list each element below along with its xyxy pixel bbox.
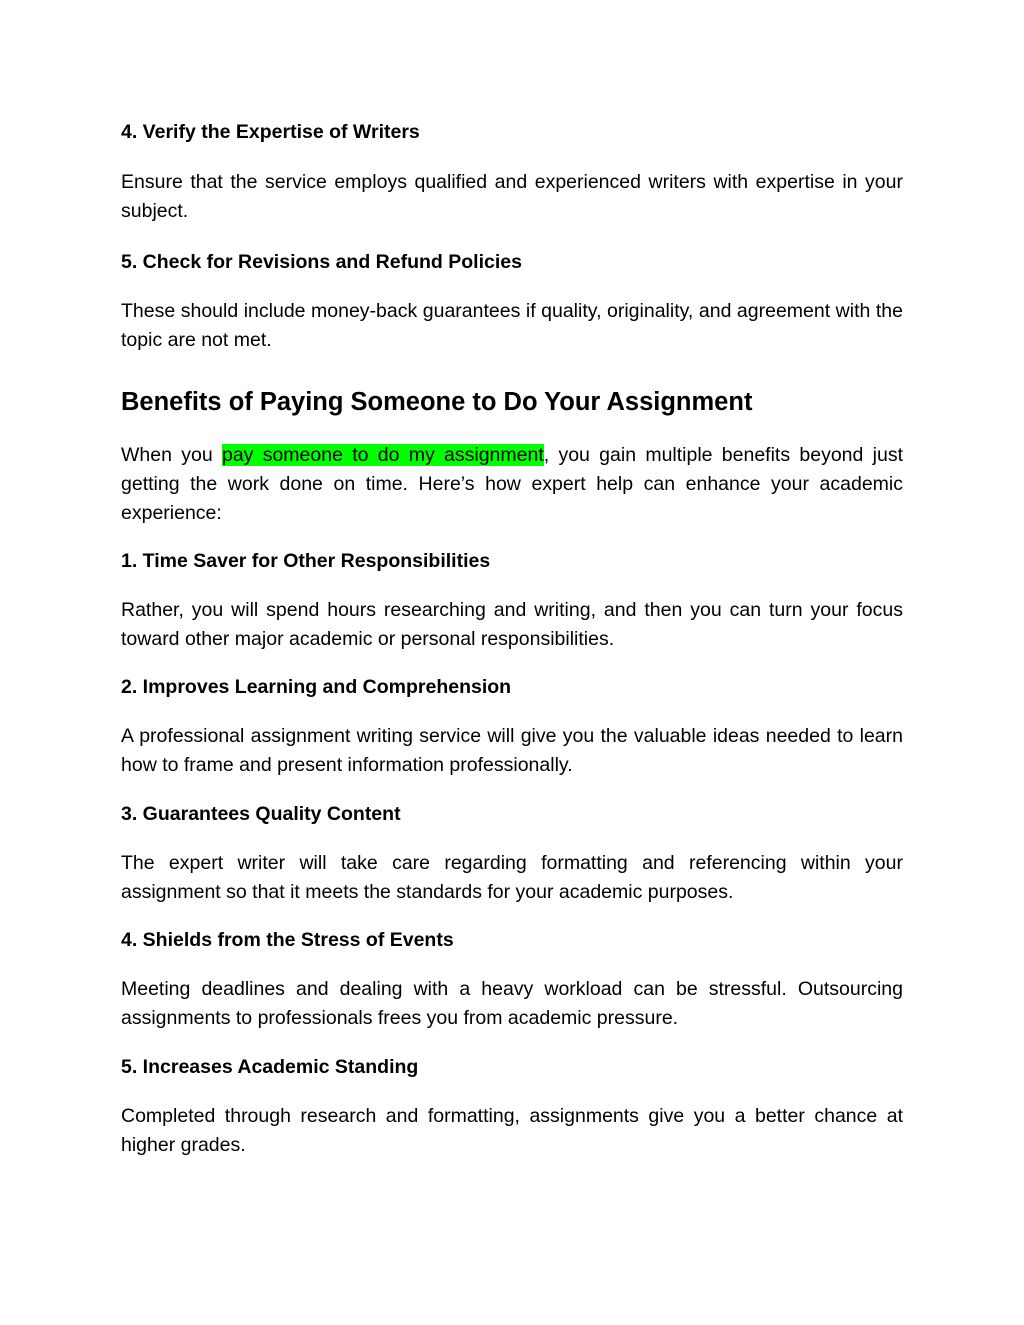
benefit-paragraph: Meeting deadlines and dealing with a heavy workload can be stressful. Outsourcing assignments to professionals frees you from academic pressure. [121,978,903,1029]
benefit-heading: 4. Shields from the Stress of Events [121,929,454,951]
section-heading: 4. Verify the Expertise of Writers [121,121,420,143]
benefits-intro [121,441,903,528]
benefit-heading: 1. Time Saver for Other Responsibilities [121,550,491,572]
benefit-heading: 5. Increases Academic Standing [121,1056,419,1078]
section-paragraph: Ensure that the service employs qualified and experienced writers with expertise in your subject. [121,171,903,222]
intro-text: When you [121,444,222,466]
benefit-paragraph: Completed through research and formatting, assignments give you a better chance at higher grades. [121,1105,903,1156]
highlighted-link[interactable]: pay someone to do my assignment [221,444,544,466]
benefit-heading: 2. Improves Learning and Comprehension [121,676,512,698]
benefit-heading: 3. Guarantees Quality Content [121,803,401,825]
benefits-title: Benefits of Paying Someone to Do Your Assignment [121,388,753,416]
benefit-paragraph: The expert writer will take care regarding formatting and referencing within your assignment so that it meets the standards for your academic purposes. [121,852,903,903]
section-paragraph: These should include money-back guarantees if quality, originality, and agreement with the topic are not met. [121,300,903,351]
benefit-paragraph: A professional assignment writing service will give you the valuable ideas needed to learn how to frame and present information professionally. [121,725,903,776]
intro-text: , you gain multiple benefits beyond just getting the work done on time. Here’s how expert help can enhance your academic experience: [121,444,903,524]
benefit-paragraph: Rather, you will spend hours researching and writing, and then you can turn your focus toward other major academic or personal responsibilities. [121,599,903,650]
section-heading: 5. Check for Revisions and Refund Policies [121,251,522,273]
